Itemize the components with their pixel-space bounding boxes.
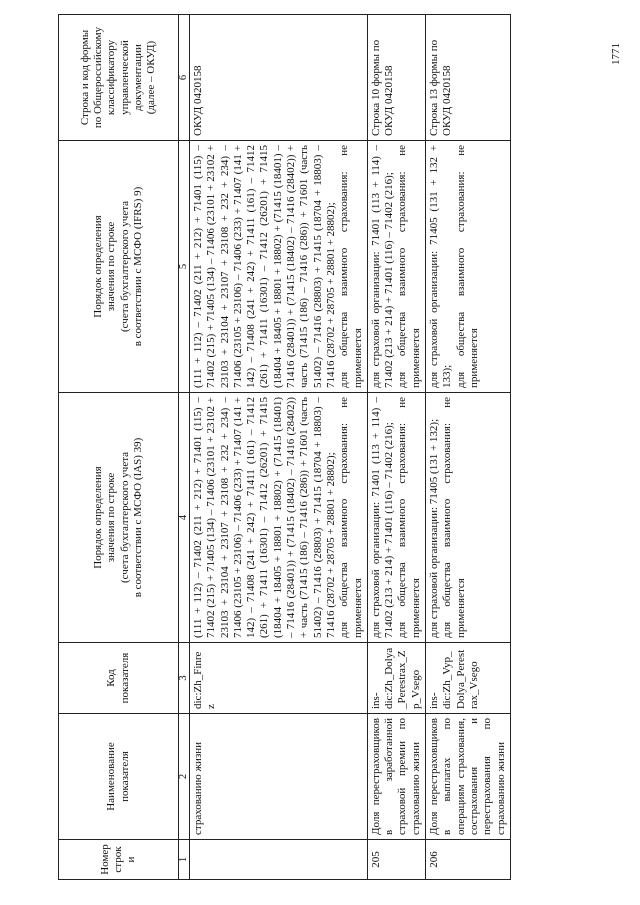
- okud-reference: Строка 10 формы по ОКУД 0420158: [367, 15, 425, 141]
- indicator-name: Доля перестраховщиков в заработанной страховой премии по страхованию жизни: [367, 714, 425, 840]
- header-indicator-code: Код показателя: [59, 643, 179, 714]
- indicator-code: ins-dic:Zh_Vyp_Dolya_Perestrax_Vsego: [426, 643, 511, 714]
- row-number: [190, 840, 368, 880]
- ifrs9-formula: для страховой организации: 71405 (131 + 132 + 133); для общества взаимного страхования: не применяется: [426, 141, 511, 393]
- okud-reference: Строка 13 формы по ОКУД 0420158: [426, 15, 511, 141]
- header-row-number: Номер строки: [59, 840, 179, 880]
- row-number: 205: [367, 840, 425, 880]
- ifrs9-formula: (111 + 112) – 71402 (211 + 212) + 71401 (115) – 71402 (215) + 71405 (134) – 71406 (23101 + 23102 + 23103 + 23104 + 23107 + 23108 + 232 + 234) – 71406 (23105 + 23106) – 71406 (233) + 71407 (141 + 142) – 71408 (241 + 242) + 71411 (161) – 71412 (261) + 71411 (16301) – 71412 (26201) + 71415 (18404 + 18405 + 18801 + 18802) + (71415 (18401) – 71416 (28401)) + (71415 (18402) – 71416 (28402)) + часть (71415 (186) – 71416 (286)) + 71601 (часть 51402) – 71416 (28803) + 71415 (18704 + 18803) – 71416 (28702 + 28705 + 28801 + 28802); для общества взаимного страхования: не применяется: [190, 141, 368, 393]
- header-row: [59, 15, 179, 880]
- table-row: [367, 15, 425, 880]
- table-row: [426, 15, 511, 880]
- page-number: 1771: [610, 43, 622, 65]
- column-number: 6: [179, 15, 190, 141]
- ias39-formula: (111 + 112) – 71402 (211 + 212) + 71401 (115) – 71402 (215) + 71405 (134) – 71406 (23101 + 23102 + 23103 + 23104 + 23107 + 23108 + 232 + 234) – 71406 (23105 + 23106) – 71406 (233) + 71407 (141 + 142) – 71408 (241 + 242) + 71411 (161) – 71412 (261) + 71411 (16301) – 71412 (26201) + 71415 (18404 + 18405 + 18801 + 18802) + (71415 (18401) – 71416 (28401)) + (71415 (18402) – 71416 (28402)) + часть (71415 (186) – 71416 (286)) + 71601 (часть 51402) – 71416 (28803) + 71415 (18704 + 18803) – 71416 (28702 + 28705 + 28801 + 28802); для общества взаимного страхования: не применяется: [190, 393, 368, 643]
- okud-reference: ОКУД 0420158: [190, 15, 368, 141]
- ias39-formula: для страховой организации: 71401 (113 + 114) – 71402 (213 + 214) + 71401 (116) – 71402 (216); для общества взаимного страхования: не применяется: [367, 393, 425, 643]
- column-number-row: [179, 15, 190, 880]
- indicator-table: [58, 14, 511, 880]
- ias39-formula: для страховой организации: 71405 (131 + 132); для общества взаимного страхования: не применяется: [426, 393, 511, 643]
- column-number: 2: [179, 714, 190, 840]
- indicator-name: Доля перестраховщиков в выплатах по операциям страхования, сострахования и перестрахования по страхованию жизни: [426, 714, 511, 840]
- column-number: 1: [179, 840, 190, 880]
- ifrs9-formula: для страховой организации: 71401 (113 + 114) – 71402 (213 + 214) + 71401 (116) – 71402 (216); для общества взаимного страхования: не применяется: [367, 141, 425, 393]
- header-ifrs9-method: Порядок определения значения по строке (счета бухгалтерского учета в соответствии с МСФО (IFRS) 9): [59, 141, 179, 393]
- header-indicator-name: Наименование показателя: [59, 714, 179, 840]
- column-number: 5: [179, 141, 190, 393]
- row-number: 206: [426, 840, 511, 880]
- header-okud-form: Строка и код формы по Общероссийскому классификатору управленческой документации (далее – ОКУД): [59, 15, 179, 141]
- header-ias39-method: Порядок определения значения по строке (счета бухгалтерского учета в соответствии с МСФО (IAS) 39): [59, 393, 179, 643]
- indicator-name: страхованию жизни: [190, 714, 368, 840]
- column-number: 3: [179, 643, 190, 714]
- indicator-code: ins-dic:Zh_Dolya_Perestrax_Zp_Vsego: [367, 643, 425, 714]
- table-row: [190, 15, 368, 880]
- column-number: 4: [179, 393, 190, 643]
- indicator-code: dic:Zh_Finrez: [190, 643, 368, 714]
